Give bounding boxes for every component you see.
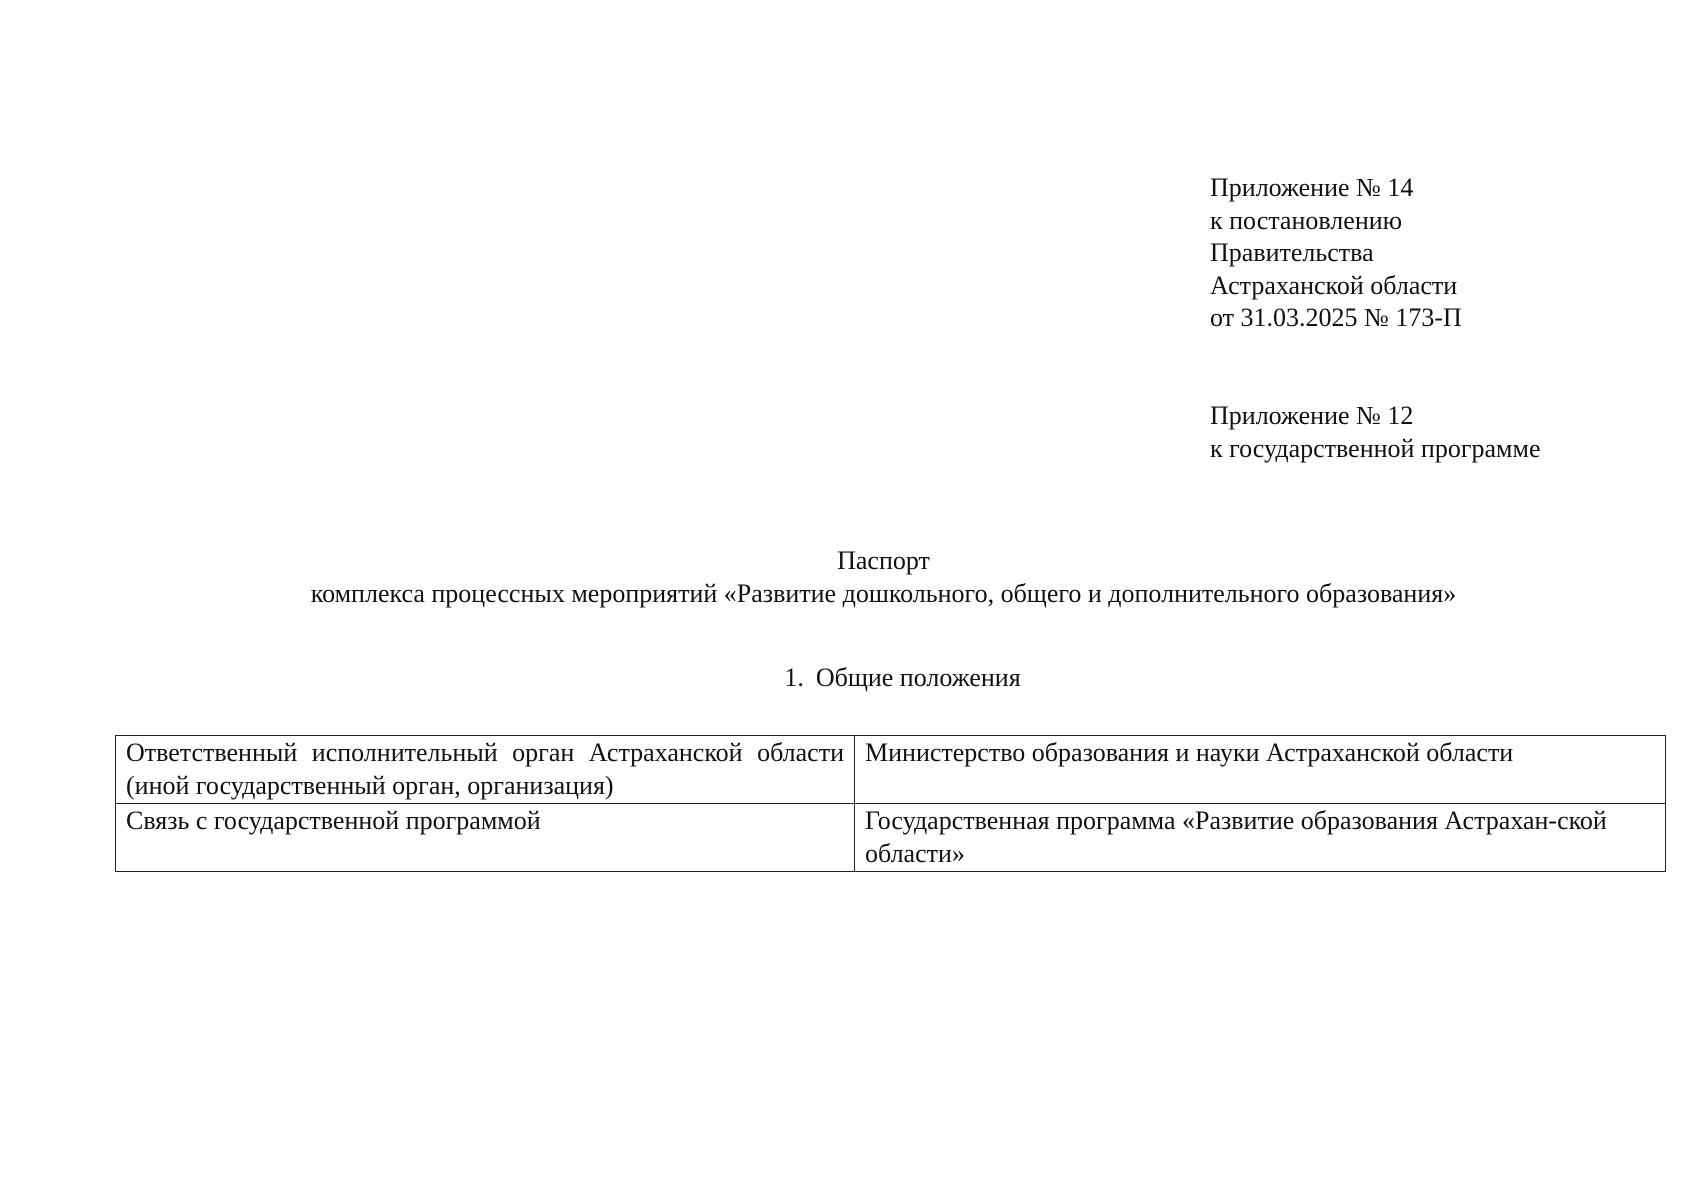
appendix-14-date-number: от 31.03.2025 № 173-П xyxy=(1210,303,1462,332)
table-row xyxy=(116,804,1666,872)
appendix-14-region: Астраханской области xyxy=(1210,270,1458,300)
appendix-14-government: Правительства xyxy=(1210,238,1374,267)
table-cell-label: Связь с государственной программой xyxy=(116,804,855,872)
section-number: 1. xyxy=(784,663,804,692)
section-title: Общие положения xyxy=(815,663,1021,692)
table-cell-value: Министерство образования и науки Астраханской области xyxy=(855,736,1666,804)
title-complex-name: комплекса процессных мероприятий «Развитие дошкольного, общего и дополнительного образования» xyxy=(310,578,1457,608)
appendix-14-number: Приложение № 14 xyxy=(1210,173,1414,202)
table-row xyxy=(116,736,1666,804)
general-provisions-table xyxy=(115,735,1666,872)
appendix-12-number: Приложение № 12 xyxy=(1210,401,1414,430)
table-cell-value: Государственная программа «Развитие образования Астрахан-ской области» xyxy=(855,804,1666,872)
appendix-14-header xyxy=(1210,172,1462,335)
section-heading xyxy=(0,662,1697,695)
appendix-14-to-resolution: к постановлению xyxy=(1210,205,1403,235)
document-title xyxy=(0,545,1697,610)
appendix-12-header xyxy=(1210,400,1541,465)
title-passport: Паспорт xyxy=(837,546,930,575)
table-cell-label: Ответственный исполнительный орган Астраханской области (иной государственный орган, организация) xyxy=(116,736,855,804)
appendix-12-to-program: к государственной программе xyxy=(1210,433,1541,463)
